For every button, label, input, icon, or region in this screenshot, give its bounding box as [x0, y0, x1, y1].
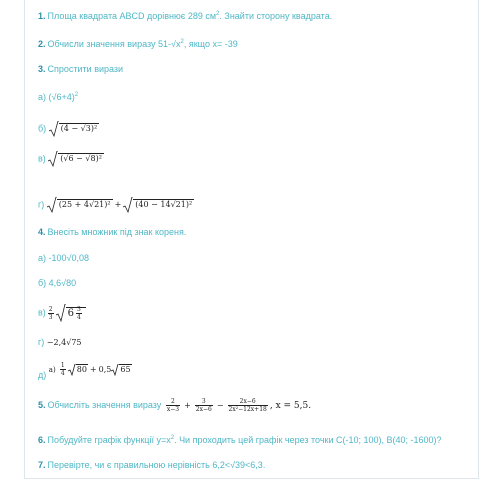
task-2 — [38, 38, 238, 52]
task-4b — [38, 277, 76, 289]
task-5-tail: , x = 5,5. — [269, 400, 312, 411]
task-4d-r1: 80 — [76, 364, 87, 374]
task-4v — [38, 304, 86, 322]
task-2-sup: 2 — [180, 39, 184, 45]
task-5-frac2-den: 2x−6 — [195, 406, 212, 413]
task-3v-expr: (√6 − √8)² — [60, 154, 102, 164]
task-4a-text: а) -100√0,08 — [38, 253, 89, 263]
task-2-tail: , якщо х= -39 — [183, 39, 238, 49]
task-3a-label: а) (√6+4) — [38, 92, 75, 102]
task-3v — [38, 151, 104, 167]
task-3 — [38, 63, 123, 75]
task-3b-expr: (4 − √3)² — [60, 124, 98, 134]
task-7-text: Перевірте, чи є правильною нерівність 6,2<√39<6,3. — [47, 460, 266, 470]
task-4v-whole: 6 — [67, 307, 74, 319]
task-4d-plus: + — [89, 364, 97, 374]
task-4d-coef-den: 4 — [60, 370, 65, 377]
task-3g-expr2: (40 − 14√21)² — [135, 200, 193, 210]
task-4v-coef-den: 3 — [48, 313, 53, 321]
task-4v-frac-num: 3 — [76, 305, 81, 313]
task-5-op2: − — [216, 400, 224, 410]
task-3g-expr1: (25 + 4√21)² — [58, 200, 111, 210]
task-4d-coef — [60, 362, 66, 377]
task-6 — [38, 434, 442, 448]
sqrt-icon — [68, 364, 76, 376]
task-1-sup: 2 — [216, 11, 220, 17]
sqrt-icon — [49, 121, 59, 137]
task-5-frac3-den: 2x²−12x+18 — [228, 406, 267, 413]
task-4v-label: в) — [38, 307, 46, 318]
task-6-number: 6. — [38, 435, 46, 445]
task-3g-label: г) — [38, 199, 45, 210]
task-4d-coef-num: 1 — [60, 362, 65, 369]
task-3-number: 3. — [38, 64, 46, 74]
task-4v-coef-num: 2 — [48, 305, 53, 313]
task-4-number: 4. — [38, 227, 46, 237]
task-4g-label: г) — [38, 337, 45, 347]
task-4d-r2: 65 — [120, 364, 131, 374]
task-4g-expr: −2,4√75 — [46, 338, 82, 347]
task-5-frac1-num: 2 — [166, 398, 180, 406]
task-1-tail: . Знайти сторону квадрата. — [219, 11, 333, 21]
sqrt-icon — [48, 151, 58, 167]
sqrt-icon — [56, 304, 66, 322]
task-5-frac1-den: x−3 — [166, 406, 180, 413]
task-5-frac3-num: 2x−6 — [228, 398, 268, 406]
task-6-sup: 2 — [170, 435, 175, 441]
task-3g — [38, 197, 194, 213]
task-3a — [38, 91, 78, 105]
task-2-text: Обчисли значення виразу 51-√x — [47, 39, 181, 49]
task-4-text: Внесіть множник під знак кореня. — [47, 227, 187, 237]
task-4v-frac — [76, 306, 82, 321]
task-3b-label: б) — [38, 123, 47, 134]
task-4d-coef2: 0,5 — [98, 364, 112, 374]
task-5-text: Обчисліть значення виразу — [47, 399, 162, 410]
task-4v-radicand — [66, 307, 86, 319]
task-1-number: 1. — [38, 11, 46, 21]
task-5-frac2-num: 3 — [195, 398, 213, 406]
sqrt-icon — [123, 197, 133, 213]
task-3g-plus: + — [114, 200, 122, 210]
task-1 — [38, 10, 332, 24]
task-3v-label: в) — [38, 153, 46, 164]
task-3-text: Спростити вирази — [47, 64, 124, 74]
task-5-op1: + — [184, 400, 191, 410]
task-3a-sup: 2 — [74, 92, 79, 98]
task-4 — [38, 226, 186, 238]
task-6-text: Побудуйте графік функції у=х — [47, 435, 171, 445]
task-4d-inner: а) — [48, 365, 58, 374]
task-2-number: 2. — [38, 39, 46, 49]
task-5-frac3 — [228, 398, 268, 413]
task-1-text: Площа квадрата ABCD дорівнює 289 см — [47, 11, 217, 21]
task-4g — [38, 336, 82, 349]
task-4d — [38, 362, 132, 380]
task-7-number: 7. — [38, 460, 46, 470]
task-4v-frac-den: 4 — [76, 313, 81, 321]
task-6-tail: . Чи проходить цей графік через точки C(-10; 100), B(40; -1600)? — [174, 435, 442, 445]
task-4a — [38, 252, 89, 264]
task-4b-text: б) 4,6√80 — [38, 278, 77, 288]
task-4v-coef — [48, 306, 54, 321]
task-5-number: 5. — [38, 399, 46, 410]
task-4d-label: д) — [38, 369, 47, 380]
task-5-frac2 — [195, 398, 213, 413]
task-5 — [38, 398, 311, 413]
task-3b — [38, 121, 99, 137]
task-7 — [38, 459, 265, 471]
task-5-frac1 — [166, 398, 180, 413]
sqrt-icon — [47, 197, 57, 213]
